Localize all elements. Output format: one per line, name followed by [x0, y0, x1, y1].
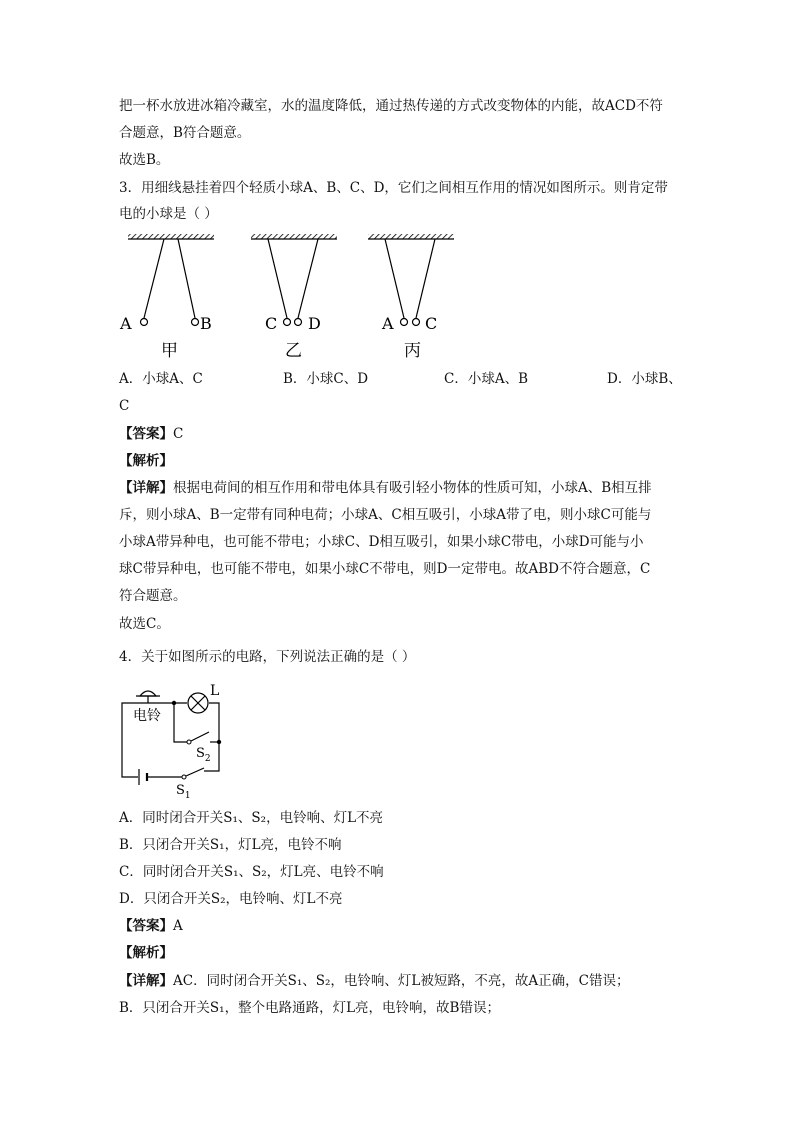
caption-jia: 甲: [161, 341, 178, 361]
q3-detail-line-3: 小球A带异种电，也可能不带电；小球C、D相互吸引，如果小球C带电，小球D可能与小: [119, 534, 644, 550]
q3-pendulum-figure: [0, 228, 794, 368]
ball-label-d: D: [308, 314, 321, 333]
q3-detail-line-2: 斥，则小球A、B一定带有同种电荷；小球A、C相互吸引，小球A带了电，则小球C可能与: [119, 507, 652, 523]
q2-text-line-2: 合题意，B符合题意。: [119, 125, 251, 141]
detail-text: AC．同时闭合开关S₁、S₂，电铃响、灯L被短路，不亮，故A正确，C错误；: [173, 973, 630, 989]
q4-option-b: B．只闭合开关S₁，灯L亮，电铃不响: [119, 837, 342, 853]
q3-answer: [119, 424, 183, 444]
q4-option-d: D．只闭合开关S₂，电铃响、灯L不亮: [119, 891, 343, 907]
q3-option-d: D．小球B、: [607, 371, 682, 387]
q4-circuit-diagram: [0, 676, 794, 806]
switch-s2-label: $S_2$: [196, 746, 211, 764]
q3-choice: 故选C。: [119, 616, 170, 632]
q3-stem-line-1: 3．用细线悬挂着四个轻质小球A、B、C、D，它们之间相互作用的情况如图所示。则肯定带: [119, 180, 668, 196]
q3-detail-line-5: 符合题意。: [119, 588, 187, 604]
ball-label-a: A: [120, 314, 132, 333]
figure-bing: [368, 234, 454, 361]
detail-text: 根据电荷间的相互作用和带电体具有吸引轻小物体的性质可知，小球A、B相互排: [173, 480, 652, 496]
q2-choice: 故选B。: [119, 152, 170, 168]
figure-yi: [251, 234, 337, 361]
switch-s2: [191, 732, 209, 741]
caption-bing: 丙: [404, 341, 421, 361]
q3-option-a: A．小球A、C: [119, 371, 203, 387]
q3-stem-line-2: 电的小球是（ ）: [119, 206, 218, 222]
detail-tag: 【详解】: [119, 973, 173, 989]
lamp-icon: [188, 693, 208, 713]
answer-tag: 【答案】: [119, 918, 173, 934]
answer-value: A: [173, 918, 183, 934]
ball-label-c-bing: C: [425, 314, 438, 333]
bell-label: 电铃: [133, 708, 161, 724]
q3-option-d-cont: C: [119, 398, 130, 414]
lamp-label: L: [210, 683, 220, 699]
switch-s1-label: $S_1$: [176, 783, 191, 801]
q2-text-line-1: 把一杯水放进冰箱冷藏室，水的温度降低，通过热传递的方式改变物体的内能，故ACD不符: [119, 98, 663, 114]
q3-option-c: C．小球A、B: [444, 371, 528, 387]
ball-label-b: B: [200, 314, 212, 333]
q3-analysis-tag: 【解析】: [119, 453, 173, 469]
answer-tag: 【答案】: [119, 426, 173, 442]
detail-tag: 【详解】: [119, 480, 173, 496]
q4-analysis-tag: 【解析】: [119, 945, 173, 961]
answer-value: C: [173, 426, 184, 442]
switch-s1: [186, 768, 204, 776]
q4-option-c: C．同时闭合开关S₁、S₂，灯L亮、电铃不响: [119, 864, 384, 880]
q4-option-a: A．同时闭合开关S₁、S₂，电铃响、灯L不亮: [119, 810, 384, 826]
q4-detail-line-2: B．只闭合开关S₁，整个电路通路，灯L亮，电铃响，故B错误；: [119, 1000, 500, 1016]
q3-detail-line-4: 球C带异种电，也可能不带电，如果小球C不带电，则D一定带电。故ABD不符合题意，C: [119, 561, 651, 577]
q4-stem: 4．关于如图所示的电路，下列说法正确的是（ ）: [119, 649, 416, 665]
q3-detail-line-1: [119, 478, 652, 498]
bell-icon: [136, 691, 160, 703]
q4-detail-line-1: [119, 971, 629, 991]
q4-answer: [119, 916, 183, 936]
ball-label-c: C: [265, 314, 278, 333]
ball-label-a-bing: A: [382, 314, 394, 333]
figure-jia: [119, 234, 214, 361]
q3-option-b: B．小球C、D: [283, 371, 369, 387]
battery-icon: [139, 769, 147, 785]
caption-yi: 乙: [285, 341, 302, 361]
